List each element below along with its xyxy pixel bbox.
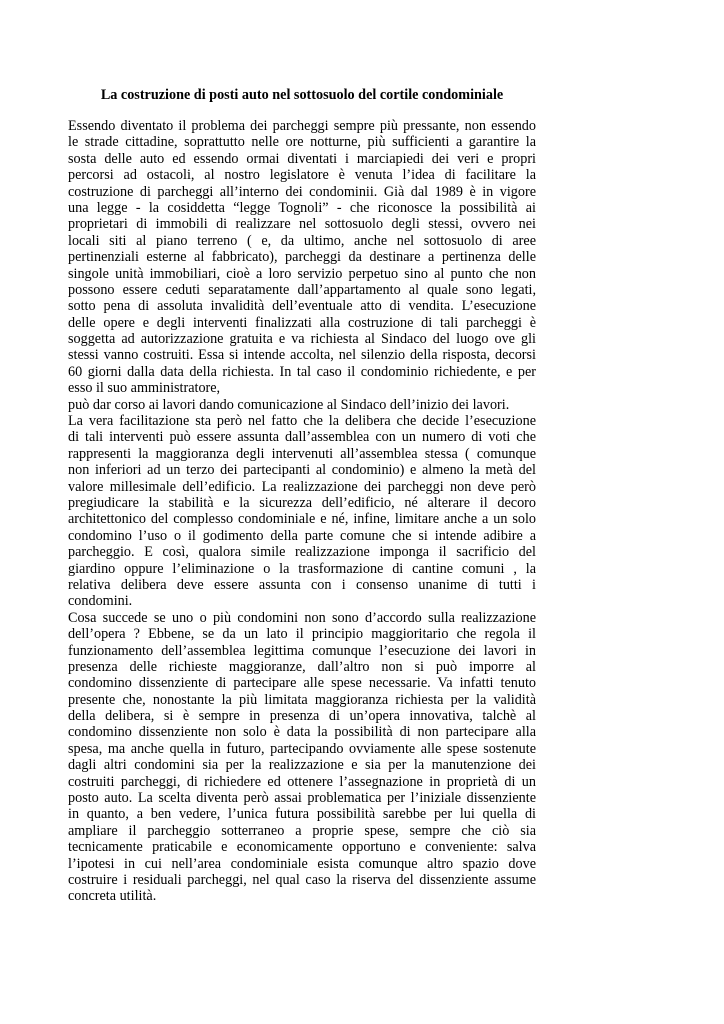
text-line: ampliare il parcheggio sotterraneo a proprie spese, sempre che ciò sia xyxy=(68,822,536,839)
text-line: in quanto, a ben vedere, l’unica futura possibilità sarebbe per lui quella di xyxy=(68,806,536,823)
text-line: Cosa succede se uno o più condomini non sono d’accordo sulla realizzazione xyxy=(68,609,536,626)
text-line: possono essere ceduti separatamente dall’appartamento al quale sono legati, xyxy=(68,281,536,298)
text-line: presente che, nonostante la più limitata maggioranza richiesta per la validità xyxy=(68,691,536,708)
text-line: Essendo diventato il problema dei parcheggi sempre più pressante, non essendo xyxy=(68,118,536,134)
text-line: percorsi ad ostacoli, al nostro legislatore è venuta l’idea di facilitare la xyxy=(68,167,536,184)
text-line: funzionamento dell’assemblea legittima comunque l’esecuzione dei lavori in xyxy=(68,642,536,659)
text-line: di tali interventi può essere assunta dall’assemblea con un numero di voti che xyxy=(68,429,536,446)
text-line: costruzione di parcheggi all’interno dei condominii. Già dal 1989 è in vigore xyxy=(68,183,536,200)
text-line: giardino oppure l’eliminazione o la trasformazione di cantine comuni , la xyxy=(68,560,536,577)
text-line: condomino dissenziente di partecipare alle spese necessarie. Va infatti tenuto xyxy=(68,675,536,692)
text-line: dagli altri condomini sia per la realizzazione e sia per la manutenzione dei xyxy=(68,757,536,774)
text-line: una legge - la cosiddetta “legge Tognoli” - che riconosce la possibilità ai xyxy=(68,199,536,216)
text-line: condomino l’uso o il godimento della parte comune che si intende adibire a xyxy=(68,527,536,544)
text-line: presenza delle richieste maggioranze, dall’altro non si può imporre al xyxy=(68,658,536,675)
text-line: le strade cittadine, soprattutto nelle ore notturne, più sufficienti a garantire la xyxy=(68,134,536,151)
text-line: pregiudicare la stabilità e la sicurezza dell’edificio, né alterare il decoro xyxy=(68,494,536,511)
text-line: locali siti al piano terreno ( e, da ultimo, anche nel sottosuolo di aree xyxy=(68,232,536,249)
text-line: dell’opera ? Ebbene, se da un lato il principio maggioritario che regola il xyxy=(68,626,536,643)
text-line: sotto pena di assoluta invalidità dell’eventuale atto di vendita. L’esecuzione xyxy=(68,298,536,315)
text-line: costruire i residuali parcheggi, nel qual caso la riserva del dissenziente assume xyxy=(68,871,536,888)
text-line: valore millesimale dell’edificio. La realizzazione dei parcheggi non deve però xyxy=(68,478,536,495)
text-line: La vera facilitazione sta però nel fatto che la delibera che decide l’esecuzione xyxy=(68,413,536,430)
text-line: della delibera, si è sempre in presenza di un’opera innovativa, talchè al xyxy=(68,708,536,725)
text-line: non inferiori ad un terzo dei partecipanti al condominio) e almeno la metà del xyxy=(68,462,536,479)
text-line: condomino dissenziente non solo è data la possibilità di non partecipare alla xyxy=(68,724,536,741)
text-line: costruiti parcheggi, di richiedere ed ottenere l’assegnazione in proprietà di un xyxy=(68,773,536,790)
text-line: rappresenti la maggioranza degli intervenuti all’assemblea stessa ( comunque xyxy=(68,445,536,462)
text-line: esso il suo amministratore, xyxy=(68,380,221,397)
text-line: l’ipotesi in cui nell’area condominiale esista comunque altro spazio dove xyxy=(68,855,536,872)
text-line: posto auto. La scelta diventa però assai problematica per l’iniziale dissenziente xyxy=(68,790,536,807)
document-title: La costruzione di posti auto nel sottosuolo del cortile condominiale xyxy=(100,87,504,103)
text-line: singole unità immobiliari, cioè a loro servizio perpetuo sino al punto che non xyxy=(68,265,536,282)
document-body xyxy=(68,118,536,905)
text-line: proprietari di immobili di realizzare nel sottosuolo degli stessi, ovvero nei xyxy=(68,216,536,233)
text-line: 60 giorni dalla data della richiesta. In tal caso il condominio richiedente, e per xyxy=(68,363,536,380)
text-line: concreta utilità. xyxy=(68,888,157,905)
text-line: tecnicamente praticabile e economicamente opportuno e conveniente: salva xyxy=(68,839,536,856)
text-line: relativa delibera deve essere assunta con i consenso unanime di tutti i xyxy=(68,576,536,593)
text-line: pertinenziali esterne al fabbricato), parcheggi da destinare a pertinenza delle xyxy=(68,249,536,266)
text-line: condomini. xyxy=(68,593,133,610)
text-line: parcheggio. E così, qualora simile realizzazione imponga il sacrificio del xyxy=(68,544,536,561)
text-line: architettonico del complesso condominiale e né, infine, limitare anche a un solo xyxy=(68,511,536,528)
text-line: stessi vanno costruiti. Essa si intende accolta, nel silenzio della risposta, decorsi xyxy=(68,347,536,364)
text-line: spesa, ma anche quella in futuro, partecipando ovviamente alle spese sostenute xyxy=(68,740,536,757)
text-line: sosta delle auto ed essendo ormai diventati i marciapiedi dei veri e propri xyxy=(68,150,536,167)
text-line: delle opere e degli interventi finalizzati alla costruzione di tali parcheggi è xyxy=(68,314,536,331)
text-line: soggetta ad autorizzazione gratuita e va richiesta al Sindaco del luogo ove gli xyxy=(68,331,536,348)
text-line: può dar corso ai lavori dando comunicazione al Sindaco dell’inizio dei lavori. xyxy=(68,396,510,413)
